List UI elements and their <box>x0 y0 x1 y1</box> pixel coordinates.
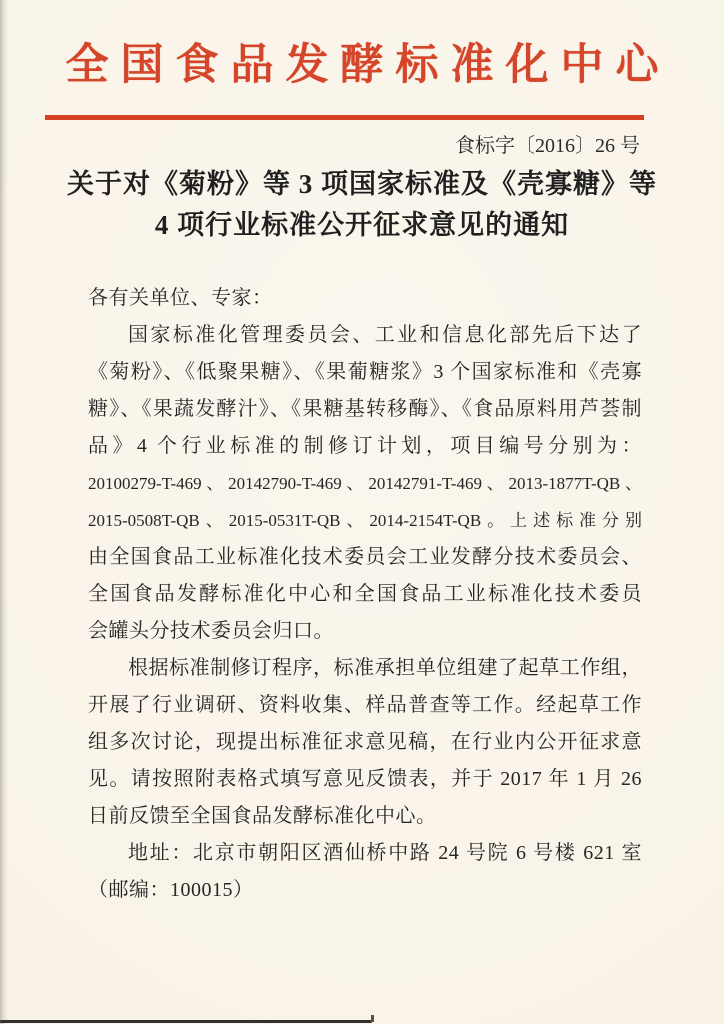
body-line: 20100279-T-469、20142790-T-469、20142791-T-469、2013-1877T-QB、 <box>88 474 642 493</box>
scan-left-edge-artifact <box>0 0 8 1024</box>
scan-bottom-edge-artifact <box>0 1020 372 1023</box>
body-line: 根据标准制修订程序，标准承担单位组建了起草工作组， <box>128 657 642 679</box>
body-line: 品》4 个行业标准的制修订计划，项目编号分别为： <box>88 435 642 457</box>
body-line: 《菊粉》、《低聚果糖》、《果葡糖浆》3 个国家标准和《壳寡 <box>88 361 642 383</box>
body-line: 糖》、《果蔬发酵汁》、《果糖基转移酶》、《食品原料用芦荟制 <box>88 398 642 420</box>
body-line: 开展了行业调研、资料收集、样品普查等工作。经起草工作 <box>88 694 642 716</box>
body-line: 见。请按照附表格式填写意见反馈表，并于 2017 年 1 月 26 <box>88 768 642 790</box>
body-line: 会罐头分技术委员会归口。 <box>88 620 334 642</box>
scan-bottom-tick-artifact <box>371 1015 374 1022</box>
body-line: 全国食品发酵标准化中心和全国食品工业标准化技术委员 <box>88 583 642 605</box>
letterhead-org-name: 全国食品发酵标准化中心 <box>65 42 671 89</box>
body-line: 地址：北京市朝阳区酒仙桥中路 24 号院 6 号楼 621 室 <box>128 842 642 864</box>
body-line: 组多次讨论，现提出标准征求意见稿，在行业内公开征求意 <box>88 731 642 753</box>
body-line: 日前反馈至全国食品发酵标准化中心。 <box>88 805 437 827</box>
body-line: 各有关单位、专家： <box>88 287 273 309</box>
notice-body <box>88 280 642 909</box>
notice-title-line-1: 关于对《菊粉》等 3 项国家标准及《壳寡糖》等 <box>67 169 657 199</box>
body-line: 2015-0508T-QB、2015-0531T-QB、2014-2154T-QB。上述标准分别 <box>88 511 642 530</box>
letterhead-divider-rule <box>45 115 644 120</box>
body-line: 由全国食品工业标准化技术委员会工业发酵分技术委员会、 <box>88 546 642 568</box>
body-line: （邮编：100015） <box>88 879 254 901</box>
body-line: 国家标准化管理委员会、工业和信息化部先后下达了 <box>128 324 642 346</box>
notice-title <box>0 164 724 246</box>
notice-title-line-2: 4 项行业标准公开征求意见的通知 <box>154 210 570 240</box>
document-reference-number: 食标字〔2016〕26 号 <box>455 135 640 157</box>
